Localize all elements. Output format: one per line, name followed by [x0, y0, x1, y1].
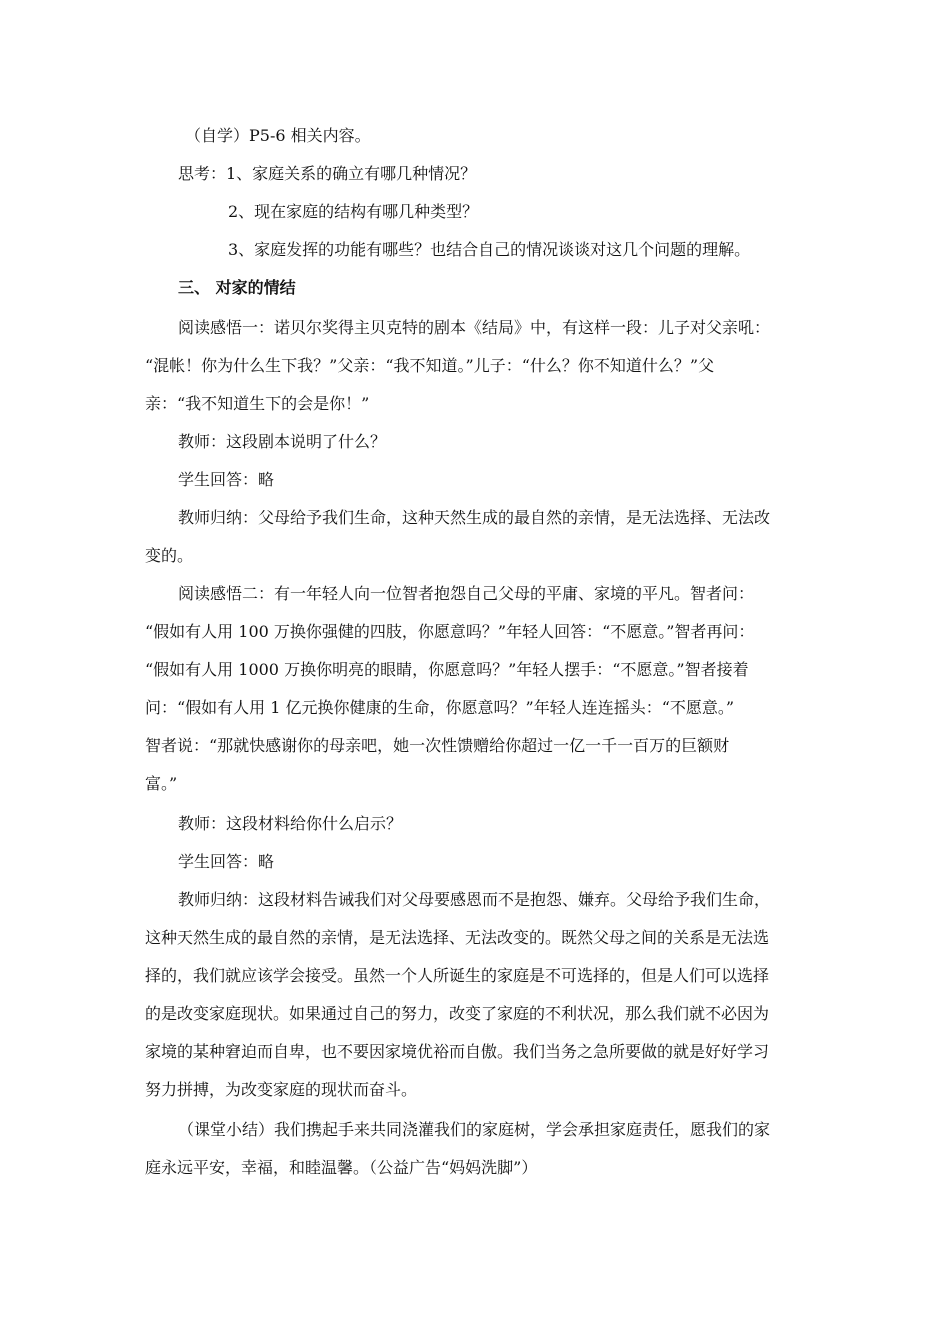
- self-study-line: （自学）P5-6 相关内容。: [185, 126, 371, 145]
- paragraph-line: 智者说：“那就快感谢你的母亲吧，她一次性馈赠给你超过一亿一千一百万的巨额财: [145, 736, 730, 755]
- paragraph-line: 的是改变家庭现状。如果通过自己的努力，改变了家庭的不利状况，那么我们就不必因为: [145, 1004, 770, 1023]
- paragraph-line: 这种天然生成的最自然的亲情，是无法选择、无法改变的。既然父母之间的关系是无法选: [145, 928, 770, 947]
- teacher-question: 教师：这段剧本说明了什么？: [178, 432, 387, 451]
- paragraph-line: 阅读感悟二：有一年轻人向一位智者抱怨自己父母的平庸、家境的平凡。智者问：: [178, 584, 755, 603]
- section-heading: 三、 对家的情结: [178, 278, 296, 297]
- teacher-question: 教师：这段材料给你什么启示？: [178, 814, 403, 833]
- paragraph-line: 庭永远平安，幸福，和睦温馨。（公益广告“妈妈洗脚”）: [145, 1158, 538, 1177]
- question-1: 思考：1、家庭关系的确立有哪几种情况？: [178, 164, 477, 183]
- paragraph-line: 努力拼搏，为改变家庭的现状而奋斗。: [145, 1080, 418, 1099]
- question-2: 2、现在家庭的结构有哪几种类型？: [228, 202, 479, 221]
- paragraph-line: 变的。: [145, 546, 194, 565]
- paragraph-line: 家境的某种窘迫而自卑，也不要因家境优裕而自傲。我们当务之急所要做的就是好好学习: [145, 1042, 770, 1061]
- paragraph-line: “假如有人用 1000 万换你明亮的眼睛，你愿意吗？”年轻人摆手：“不愿意。”智者接着: [145, 660, 749, 679]
- paragraph-line: “假如有人用 100 万换你强健的四肢，你愿意吗？”年轻人回答：“不愿意。”智者再问：: [145, 622, 755, 641]
- class-summary: （课堂小结）我们携起手来共同浇灌我们的家庭树，学会承担家庭责任，愿我们的家: [178, 1120, 771, 1139]
- paragraph-line: 亲：“我不知道生下的会是你！”: [145, 394, 370, 413]
- paragraph-line: 富。”: [145, 774, 178, 793]
- student-answer: 学生回答：略: [178, 470, 275, 489]
- paragraph-line: “混帐！你为什么生下我？”父亲：“我不知道。”儿子：“什么？你不知道什么？”父: [145, 356, 715, 375]
- paragraph-line: 择的，我们就应该学会接受。虽然一个人所诞生的家庭是不可选择的，但是人们可以选择: [145, 966, 770, 985]
- paragraph-line: 阅读感悟一：诺贝尔奖得主贝克特的剧本《结局》中，有这样一段：儿子对父亲吼：: [178, 318, 771, 337]
- paragraph-line: 问：“假如有人用 1 亿元换你健康的生命，你愿意吗？”年轻人连连摇头：“不愿意。”: [145, 698, 735, 717]
- teacher-summary: 教师归纳：父母给予我们生命，这种天然生成的最自然的亲情，是无法选择、无法改: [178, 508, 771, 527]
- question-3: 3、家庭发挥的功能有哪些？也结合自己的情况谈谈对这几个问题的理解。: [228, 240, 751, 259]
- student-answer: 学生回答：略: [178, 852, 275, 871]
- teacher-summary: 教师归纳：这段材料告诫我们对父母要感恩而不是抱怨、嫌弃。父母给予我们生命，: [178, 890, 771, 909]
